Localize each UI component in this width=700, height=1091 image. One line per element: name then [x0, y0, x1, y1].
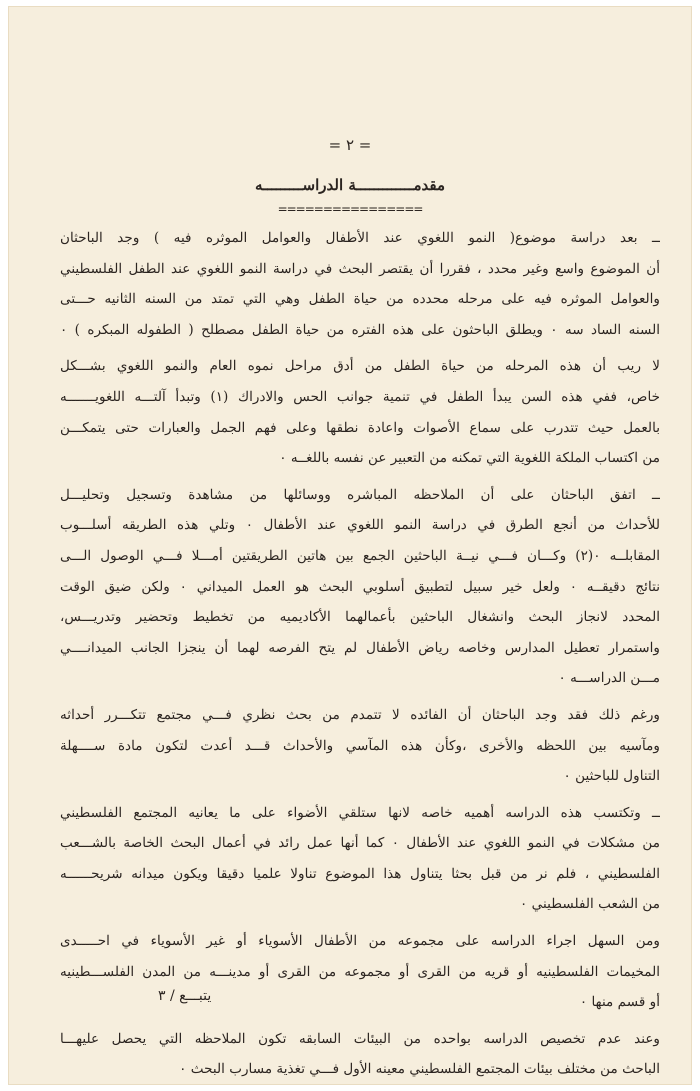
text-line: خاص، ففي هذه السن يبدأ الطفل في تنمية جوانب الحس والادراك (١) وتبدأ آلتـــه اللغويـــــــه: [60, 388, 660, 405]
text-line: ومن السهل اجراء الدراسه على مجموعه من الأطفال الأسوياء أو غير الأسوياء في احـــــدى: [60, 933, 660, 950]
text-line: المخيمات الفلسطينيه أو قريه من القرى أو مجموعه من القرى أو مدينـــه من المدن الفلســـطينيه: [60, 963, 660, 980]
text-line: للأحداث من أنجع الطرق في دراسة النمو اللغوي عند الأطفال ٠ وتلي هذه الطريقه أسلـــوب: [60, 517, 660, 534]
text-line: ــ وتكتسب هذه الدراسه أهميه خاصه لانها ستلقي الأضواء على ما يعانيه المجتمع الفلسطيني: [60, 804, 660, 821]
text-line: المحدد لانجاز البحث وانشغال الباحثين بأعمالهما الأكاديميه من تخطيط وتحضير وتدريـــس،: [60, 609, 660, 626]
text-line: نتائج دقيقــه ٠ ولعل خير سبيل لتطبيق أسلوبي البحث هو العمل الميداني ٠ ولكن ضيق الوقت: [60, 578, 660, 595]
text-line: مـــن الدراســـه ٠: [558, 670, 660, 687]
text-line: ومآسيه بين اللحظه والأخرى ،وكأن هذه المآسي والأحداث قـــد أعدت لتكون مادة ســــهلة: [60, 737, 660, 754]
text-line: أن الموضوع واسع وغير محدد ، فقررا أن يقتصر البحث في دراسة النمو اللغوي عند الطفل الفلسطيني: [60, 260, 660, 277]
text-line: والعوامل الموثره فيه على مرحله محدده من حياة الطفل وهي التي تمتد من السنه الثانيه حـــتى: [60, 291, 660, 308]
text-line: ــ بعد دراسة موضوع( النمو اللغوي عند الأطفال والعوامل الموثره فيه ) وجد الباحثان: [60, 230, 660, 246]
text-line: وعند عدم تخصيص الدراسه بواحده من البيئات السابقه تكون الملاحظه التي يحصل عليهـــا: [60, 1030, 660, 1047]
title-underline: ================: [277, 202, 423, 216]
page-title: مقدمـــــــــــــة الدراســـــــــه: [254, 176, 446, 194]
text-line: أو قسم منها ٠: [579, 994, 660, 1011]
document-page: [8, 6, 692, 1085]
text-line: الباحث من مختلف بيئات المجتمع الفلسطيني معينه الأول فـــي تغذية مسارب البحث ٠: [179, 1061, 660, 1078]
page-number: = ٢ =: [328, 136, 372, 154]
continuation-note: يتبـــع / ٣: [158, 988, 212, 1004]
text-line: السنه الساد سه ٠ ويطلق الباحثون على هذه الفتره من حياة الطفل مصطلح ( الطفوله المبكره ) ٠: [60, 321, 660, 338]
document-body: [60, 223, 660, 1085]
text-line: واستمرار تعطيل المدارس وخاصه رياض الأطفال لم يتح الفرصه لهما أن ينجزا الجانب الميدانــــي: [60, 639, 660, 656]
text-line: التناول للباحثين ٠: [563, 768, 660, 785]
text-line: المقابلــه ٠(٢) وكـــان فـــي نيــة الباحثين الجمع بين هاتين الطريقتين أمـــلا فـــي الوصول الـــى: [60, 547, 660, 564]
text-line: ــ اتفق الباحثان على أن الملاحظه المباشره ووسائلها من مشاهدة وتسجيل وتحليـــل: [60, 486, 660, 503]
text-line: من مشكلات في النمو اللغوي عند الأطفال ٠ كما أنها عمل رائد في أعمال البحث الخاصة بالشـــعب: [60, 835, 660, 852]
text-line: بالعمل حيث تتدرب على سماع الأصوات واعادة نطقها وعلى فهم الجمل والعبارات حتى يتمكـــن: [60, 419, 660, 436]
text-line: من الشعب الفلسطيني ٠: [520, 896, 660, 913]
text-line: ورغم ذلك فقد وجد الباحثان أن الفائده لا تتمدم من بحث نظري فـــي مجتمع تتكـــرر أحداثه: [60, 706, 660, 723]
text-line: الفلسطيني ، فلم نر من قبل بحثا يتناول هذا الموضوع تناولا علميا دقيقا ويكون ميدانه شريحــــــه: [60, 865, 660, 882]
text-line: لا ريب أن هذه المرحله من حياة الطفل من أدق مراحل نموه العام والنمو اللغوي بشـــكل: [60, 358, 660, 375]
text-line: من اكتساب الملكة اللغوية التي تمكنه من التعبير عن نفسه باللغــه ٠: [279, 450, 660, 467]
